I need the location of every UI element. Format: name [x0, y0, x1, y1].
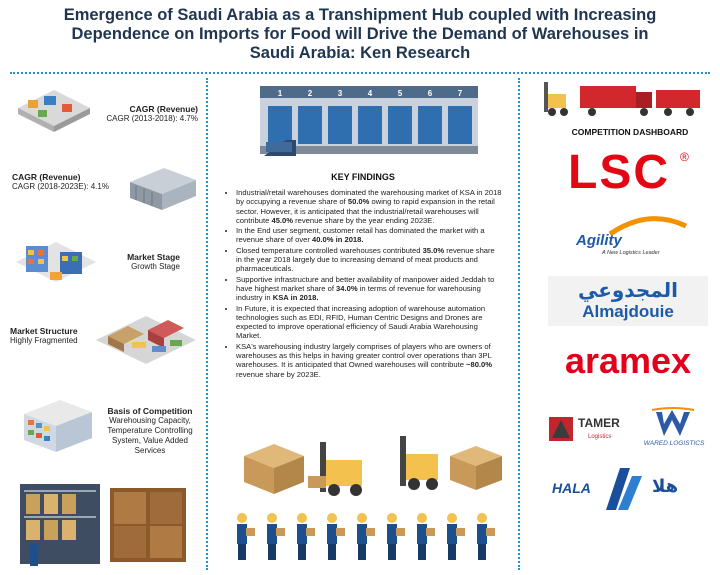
warehouse-pallets-illustration [10, 478, 200, 570]
lsc-logo [560, 146, 700, 200]
hala-english-text: HALA [552, 480, 591, 496]
almajdouie-arabic-text: المجدوعي [577, 278, 679, 302]
metric-value-line-4: Services [134, 446, 166, 455]
worker-figure [417, 513, 435, 560]
key-finding-highlight: 34.0% [336, 283, 358, 293]
key-finding-item [236, 304, 502, 341]
key-finding-text: Closed temperature controlled warehouses contributed [236, 245, 423, 255]
metric-value-line-1: Warehousing Capacity, [109, 416, 191, 425]
key-finding-item [236, 275, 502, 303]
key-finding-item [236, 226, 502, 245]
aramex-logo [548, 338, 708, 386]
hala-logo [552, 466, 702, 512]
wared-w-emblem-icon [650, 406, 696, 438]
key-finding-highlight: KSA in 2018. [272, 293, 319, 303]
dock-door [268, 106, 292, 144]
aramex-logo-text: aramex [564, 340, 692, 381]
key-finding-text: owing to rapid expansion in the retail sector. However, it is anticipated that the industrial/retail warehouses will contribute [236, 197, 495, 225]
basis-of-competition [96, 406, 204, 456]
metric-value-line-3: System, Value Added [112, 436, 188, 445]
warehouse-building-icon [126, 160, 200, 212]
metric-value-line-2: Temperature Controlling [107, 426, 193, 435]
key-finding-text: revenue share in the year 2018 largely due to increasing demand of meat products and pharmaceuticals. [236, 245, 495, 274]
market-stage [100, 252, 180, 272]
tamer-subtitle: Logistics [588, 434, 612, 440]
key-finding-highlight: 40.0% in 2018. [311, 235, 364, 245]
worker-figure [357, 513, 375, 560]
metric-value: CAGR (2018-2023E): 4.1% [12, 182, 109, 191]
dock-number: 5 [397, 89, 403, 98]
worker-figure [327, 513, 345, 560]
worker-figure [387, 513, 405, 560]
market-structure [10, 326, 100, 346]
key-findings-heading: KEY FINDINGS [331, 172, 395, 182]
lsc-registered-mark: ® [680, 150, 689, 164]
hala-emblem-icon [600, 466, 644, 512]
key-finding-text: KSA's warehousing industry largely comprises of players who are owners of warehouses as this helps in having greater control over operations than 3PL warehouses. It is anticipated that Owned warehouses will contribute [236, 341, 492, 370]
title-line-2: Dependence on Imports for Food will Drive the Demand of Warehouses in [71, 25, 649, 43]
key-finding-highlight: 35.0% [422, 245, 445, 255]
lsc-logo-text: LSC [568, 146, 670, 199]
key-finding-text: revenue share by 2023E. [236, 369, 321, 379]
key-finding-item [236, 188, 502, 225]
metric-title: Basis of Competition [107, 406, 193, 416]
tamer-emblem-icon [548, 416, 574, 442]
worker-figure [267, 513, 285, 560]
key-finding-highlight: 50.0% [347, 197, 370, 207]
dock-door [448, 106, 472, 144]
dock-number: 7 [457, 89, 463, 98]
key-finding-item [236, 246, 502, 274]
key-finding-text: Industrial/retail warehouses dominated the warehousing market of KSA in 2018 by occupying a revenue share of [236, 188, 502, 207]
title-line-3: Saudi Arabia: Ken Research [249, 44, 471, 62]
worker-figure [297, 513, 315, 560]
dock-door [418, 106, 442, 144]
page-title [0, 6, 720, 63]
hala-arabic-text: هلا [652, 476, 679, 497]
metric-title: CAGR (Revenue) [129, 104, 198, 114]
dock-door [328, 106, 352, 144]
left-column-divider [206, 78, 208, 570]
agility-tagline: A New Logistics Leader [602, 250, 660, 256]
almajdouie-logo [548, 276, 708, 326]
logistics-park-illustration [92, 306, 200, 368]
cagr-revenue-2018-2023e [12, 172, 132, 192]
metric-title: Market Structure [10, 326, 78, 336]
worker-figure [447, 513, 465, 560]
agility-logo-text: Agility [576, 232, 622, 249]
almajdouie-english-text: Almajdouie [582, 302, 674, 321]
dock-number: 3 [337, 89, 343, 98]
metric-title: Market Stage [127, 252, 180, 262]
key-finding-highlight: 45.0% [271, 215, 294, 225]
warehouse-shelves-illustration [12, 232, 100, 292]
title-divider [10, 72, 710, 74]
retail-shelf-illustration [20, 396, 96, 454]
worker-figure [237, 513, 255, 560]
tamer-logo-text: TAMER [578, 416, 620, 430]
dock-number: 1 [277, 89, 283, 98]
dock-number: 6 [427, 89, 433, 98]
forklift-workers-illustration [222, 432, 514, 568]
key-finding-text: in terms of revenue for warehousing industry in [236, 283, 481, 303]
agility-logo [560, 212, 700, 262]
dock-number: 4 [367, 89, 373, 98]
key-finding-text: Supportive infrastructure and better availability of manpower aided Jeddah to have highest market share of [236, 274, 495, 293]
tamer-logo [548, 410, 632, 450]
metric-value: Highly Fragmented [10, 336, 78, 345]
cagr-revenue-2013-2018 [100, 104, 198, 124]
metric-value: Growth Stage [131, 262, 180, 271]
key-finding-item [236, 342, 502, 379]
dock-door [358, 106, 382, 144]
trucks-forklift-illustration [540, 80, 708, 120]
key-finding-text: revenue share by the year ending 2023E. [293, 215, 435, 225]
dock-door [298, 106, 322, 144]
key-findings-section [224, 172, 502, 380]
title-line-1: Emergence of Saudi Arabia as a Transhipment Hub coupled with Increasing [63, 6, 657, 24]
warehouse-docks-illustration [256, 86, 482, 162]
metric-title: CAGR (Revenue) [12, 172, 81, 182]
competition-dashboard-heading: COMPETITION DASHBOARD [571, 127, 689, 137]
key-finding-highlight: ~80.0% [466, 360, 493, 370]
dock-door [388, 106, 412, 144]
dock-number: 2 [307, 89, 313, 98]
wared-logistics-logo [636, 406, 712, 456]
right-column-divider [518, 78, 520, 570]
warehouse-isometric-illustration [14, 84, 94, 134]
key-finding-text: In the End user segment, customer retail has dominated the market with a revenue share of over [236, 226, 485, 245]
key-findings-list [224, 188, 502, 379]
metric-value: CAGR (2013-2018): 4.7% [106, 114, 198, 123]
wared-logo-text: WARED LOGISTICS [643, 440, 705, 447]
key-finding-text: In Future, it is expected that increasing adoption of warehouse automation technologies such as EDI, RFID, Human Centric Designs and Drones are expected to improve operational efficiency of Saudi Arabia Warehousing Market. [236, 303, 486, 341]
worker-figure [477, 513, 495, 560]
